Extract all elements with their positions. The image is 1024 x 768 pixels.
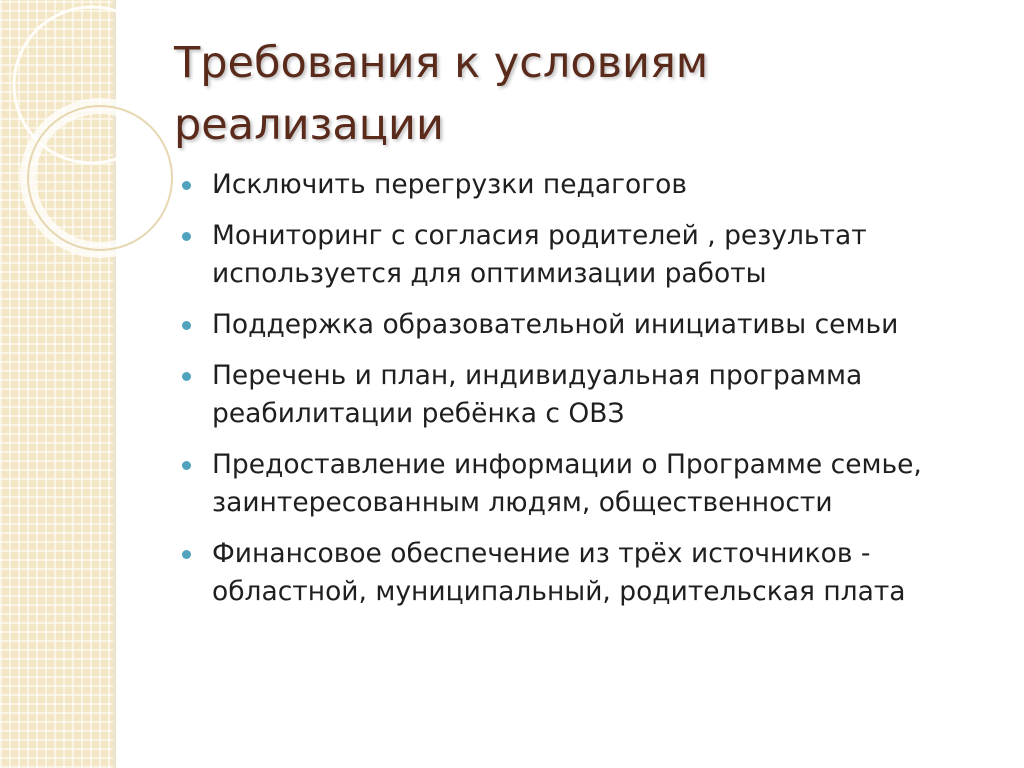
bullet-text: Исключить перегрузки педагогов [212, 169, 688, 200]
bullet-text: Мониторинг с согласия родителей , результат используется для оптимизации работы [212, 220, 867, 289]
bullet-marker-icon [182, 181, 191, 190]
bullet-marker-icon [182, 232, 191, 241]
bullet-marker-icon [182, 372, 191, 381]
bullet-text: Финансовое обеспечение из трёх источников - областной, муниципальный, родительская плата [212, 538, 906, 607]
bullet-text: Перечень и план, индивидуальная программа реабилитации ребёнка с ОВЗ [212, 360, 863, 429]
decorative-circle-ring-shadow [28, 106, 172, 250]
bullet-text: Предоставление информации о Программе семье, заинтересованным людям, общественности [212, 449, 922, 518]
bullet-item [180, 217, 1000, 293]
bullet-item [180, 357, 1000, 433]
bullet-item [180, 535, 1000, 611]
bullet-marker-icon [182, 550, 191, 559]
bullet-item [180, 446, 1000, 522]
bullet-list [180, 166, 1000, 624]
decorative-circles [0, 0, 200, 300]
slide-title: Требования к условиям реализации [174, 38, 709, 150]
bullet-marker-icon [182, 461, 191, 470]
bullet-marker-icon [182, 321, 191, 330]
bullet-item [180, 166, 1000, 204]
bullet-text: Поддержка образовательной инициативы семьи [212, 309, 899, 340]
bullet-item [180, 306, 1000, 344]
